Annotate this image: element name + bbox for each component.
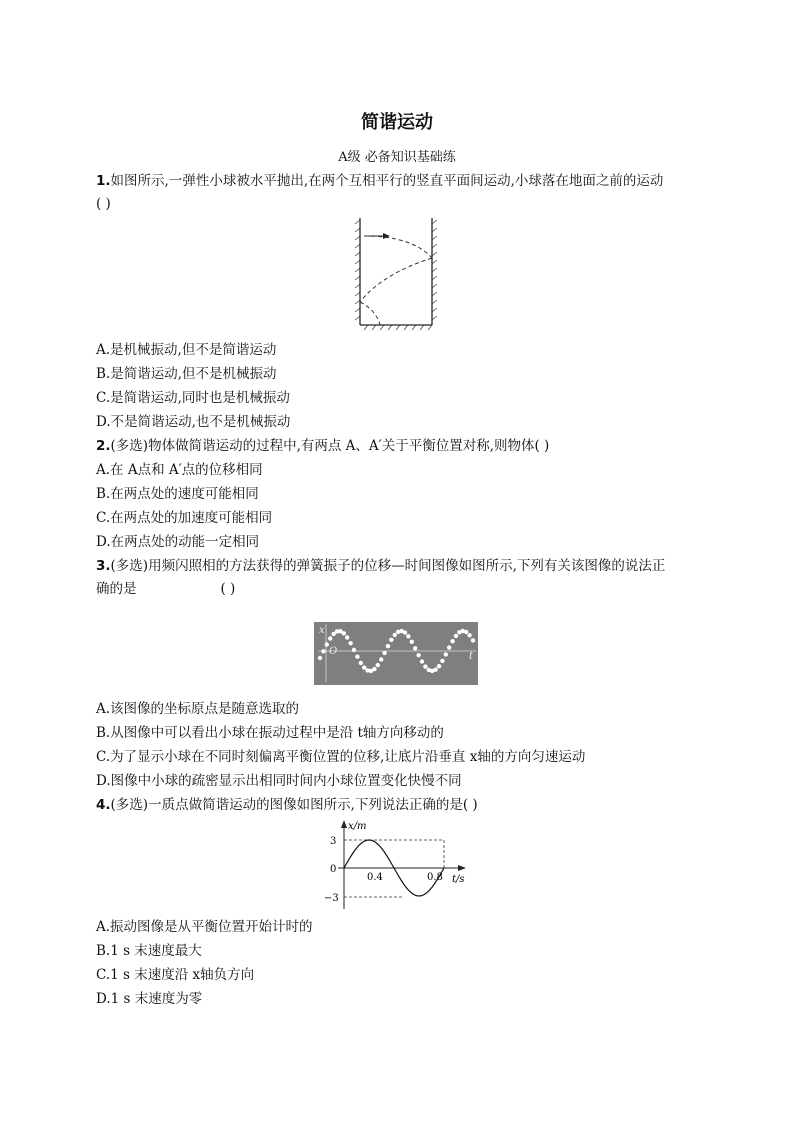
strobe-dot [372, 667, 376, 671]
question-2-option-a: A.在 A点和 A′点的位移相同 [96, 462, 263, 478]
question-1-option-b: B.是简谐运动,但不是机械振动 [96, 366, 277, 382]
question-1-answer-blank: ( ) [96, 196, 111, 212]
strobe-dot [345, 635, 349, 639]
y-max-label: 3 [330, 836, 337, 847]
strobe-dot [433, 668, 437, 672]
question-4-option-b: B.1 s 末速度最大 [96, 943, 202, 959]
strobe-dot [423, 664, 427, 668]
question-3-answer-blank: ( ) [220, 581, 236, 597]
y-min-label: −3 [324, 893, 339, 904]
question-3-option-c: C.为了显示小球在不同时刻偏离平衡位置的位移,让底片沿垂直 x轴的方向匀速运动 [96, 749, 586, 765]
strobe-dot [450, 639, 454, 643]
trajectory-2 [360, 258, 432, 302]
strobe-dot [352, 648, 356, 652]
figure-strobe-photo [314, 622, 478, 685]
strobe-dot [362, 665, 366, 669]
figure-bouncing-ball [352, 214, 442, 332]
strobe-dot [386, 644, 390, 648]
origin-label: O [329, 646, 338, 657]
question-2-text: (多选)物体做简谐运动的过程中,有两点 A、A′关于平衡位置对称,则物体( ) [110, 438, 550, 454]
question-3-text: (多选)用频闪照相的方法获得的弹簧振子的位移—时间图像如图所示,下列有关该图像的说法正 [110, 558, 666, 574]
tick-label-04: 0.4 [367, 872, 383, 883]
page-title: 简谐运动 [361, 112, 433, 133]
strobe-dot [379, 657, 383, 661]
strobe-dot [359, 661, 363, 665]
strobe-dot [447, 645, 451, 649]
y-zero-label: 0 [330, 864, 337, 875]
question-2-stem [96, 437, 549, 455]
x-axis-label: x [319, 625, 325, 636]
question-4-option-c: C.1 s 末速度沿 x轴负方向 [96, 967, 255, 983]
question-3-stem-line2 [96, 580, 235, 598]
strobe-dot [348, 641, 352, 645]
strobe-dot [403, 630, 407, 634]
question-2-option-b: B.在两点处的速度可能相同 [96, 486, 259, 502]
question-1-option-a: A.是机械振动,但不是简谐运动 [96, 342, 277, 358]
strobe-dot [416, 653, 420, 657]
strobe-dot [376, 663, 380, 667]
y-axis-label: x/m [348, 821, 367, 832]
question-4-text: (多选)一质点做简谐运动的图像如图所示,下列说法正确的是( ) [110, 797, 478, 813]
question-3-text-2: 确的是 [96, 581, 137, 597]
question-1-text: 如图所示,一弹性小球被水平抛出,在两个互相平行的竖直平面间运动,小球落在地面之前的运动 [110, 173, 664, 189]
t-axis-label: t [469, 651, 474, 662]
strobe-dot [467, 633, 471, 637]
question-2-option-d: D.在两点处的动能一定相同 [96, 534, 260, 550]
strobe-dot [325, 642, 329, 646]
question-1-option-d: D.不是简谐运动,也不是机械振动 [96, 414, 291, 430]
strobe-dot [321, 649, 325, 653]
strobe-dot [389, 638, 393, 642]
strobe-dot [444, 652, 448, 656]
question-1-option-c: C.是简谐运动,同时也是机械振动 [96, 390, 290, 406]
strobe-dot [355, 655, 359, 659]
question-4-number: 4. [96, 797, 111, 813]
question-2-number: 2. [96, 438, 111, 454]
y-axis-arrow [341, 820, 347, 828]
question-4-option-d: D.1 s 末速度为零 [96, 991, 203, 1007]
question-3-option-a: A.该图像的坐标原点是随意选取的 [96, 701, 300, 717]
question-4-option-a: A.振动图像是从平衡位置开始计时的 [96, 919, 313, 935]
figure-sine-graph [322, 816, 480, 912]
strobe-dot [413, 646, 417, 650]
strobe-dot [318, 656, 322, 660]
trajectory-1 [364, 236, 432, 258]
section-heading: A级 必备知识基础练 [338, 150, 456, 165]
strobe-dot [454, 634, 458, 638]
strobe-dot [410, 640, 414, 644]
strobe-dot [328, 636, 332, 640]
t-axis-label: t/s [452, 874, 465, 885]
question-3-number: 3. [96, 558, 111, 574]
tick-label-08: 0.8 [427, 872, 443, 883]
question-4-stem [96, 796, 478, 814]
strobe-dot [464, 630, 468, 634]
strobe-dot [420, 659, 424, 663]
question-3-option-b: B.从图像中可以看出小球在振动过程中是沿 t轴方向移动的 [96, 725, 444, 741]
trajectory-3 [360, 302, 380, 325]
strobe-dot [437, 664, 441, 668]
strobe-dot [440, 659, 444, 663]
strobe-dot [471, 638, 475, 642]
question-3-stem [96, 557, 665, 575]
question-1-number: 1. [96, 173, 111, 189]
strobe-dot [393, 633, 397, 637]
strobe-dot [382, 651, 386, 655]
strobe-dot [342, 631, 346, 635]
t-axis-arrow [458, 865, 466, 871]
question-3-option-d: D.图像中小球的疏密显示出相同时间内小球位置变化快慢不同 [96, 773, 462, 789]
strobe-dot [406, 634, 410, 638]
question-2-option-c: C.在两点处的加速度可能相同 [96, 510, 273, 526]
question-1-stem [96, 172, 663, 190]
